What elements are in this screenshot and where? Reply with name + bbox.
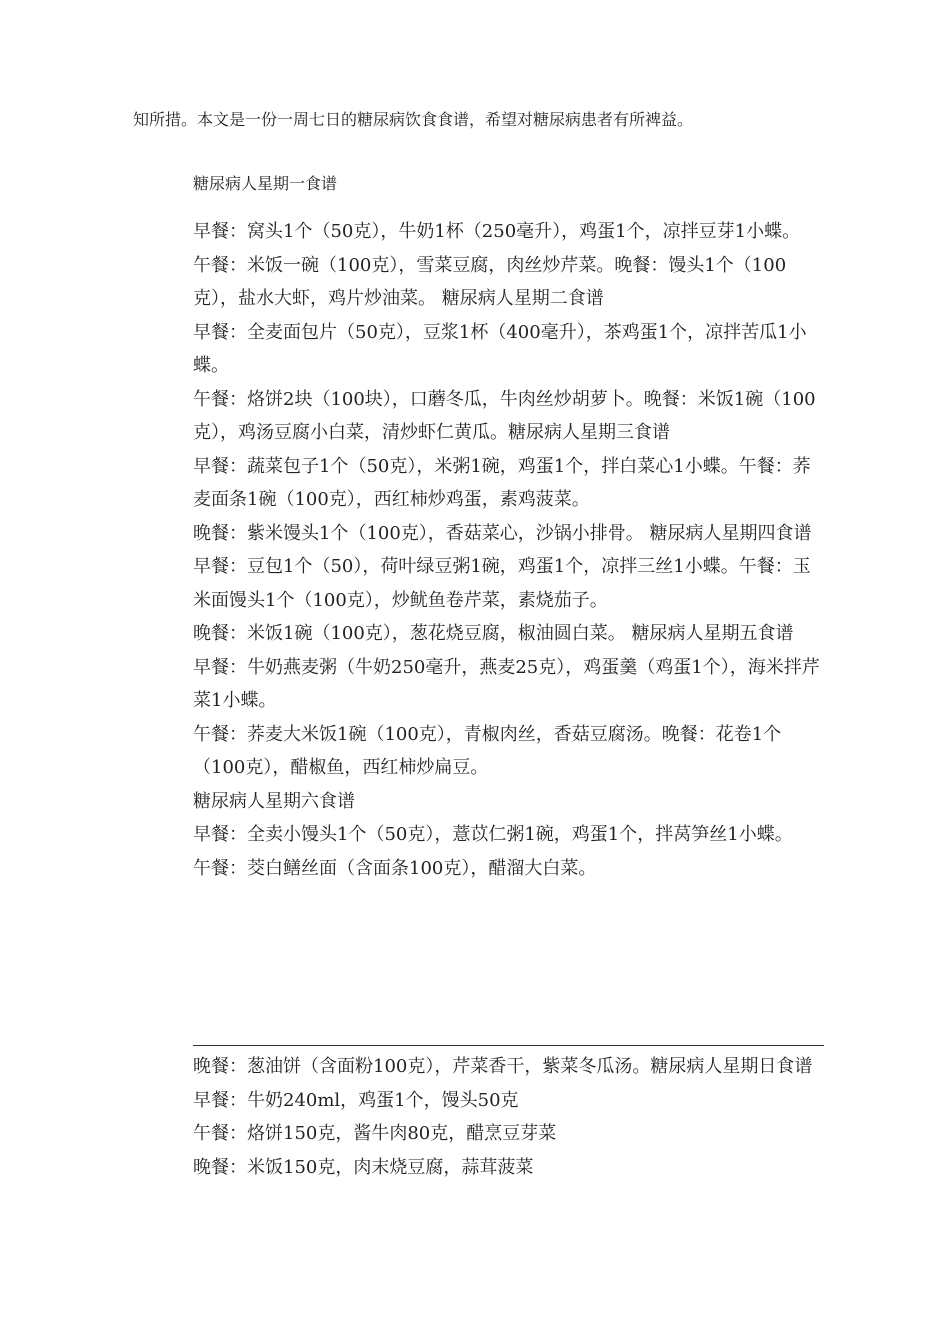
menu-content-continued (193, 1050, 823, 1184)
menu-content (193, 215, 823, 885)
menu-paragraph: 早餐：牛奶燕麦粥（牛奶250毫升，燕麦25克），鸡蛋羹（鸡蛋1个），海米拌芹菜1小蝶。 (193, 656, 820, 711)
menu-paragraph: 午餐：米饭一碗（100克），雪菜豆腐，肉丝炒芹菜。晚餐：馒头1个（100克），盐水大虾，鸡片炒油菜。 糖尿病人星期二食谱 (193, 254, 787, 309)
menu-paragraph: 晚餐：葱油饼（含面粉100克），芹菜香干，紫菜冬瓜汤。糖尿病人星期日食谱 (193, 1056, 813, 1077)
menu-paragraph: 午餐：烙饼2块（100块），口蘑冬瓜，牛肉丝炒胡萝卜。晚餐：米饭1碗（100克），鸡汤豆腐小白菜，清炒虾仁黄瓜。糖尿病人星期三食谱 (193, 388, 816, 443)
day6-heading: 糖尿病人星期六食谱 (193, 790, 355, 812)
day1-heading: 糖尿病人星期一食谱 (193, 174, 338, 193)
menu-paragraph: 早餐：全麦面包片（50克），豆浆1杯（400毫升），茶鸡蛋1个，凉拌苦瓜1小蝶。 (193, 321, 807, 376)
menu-paragraph: 午餐：荞麦大米饭1碗（100克），青椒肉丝，香菇豆腐汤。晚餐：花卷1个（100克），醋椒鱼，西红柿炒扁豆。 (193, 723, 782, 778)
menu-paragraph: 早餐：窝头1个（50克），牛奶1杯（250毫升），鸡蛋1个，凉拌豆芽1小蝶。 (193, 221, 801, 242)
horizontal-rule (193, 1045, 824, 1046)
menu-paragraph: 早餐：豆包1个（50），荷叶绿豆粥1碗，鸡蛋1个，凉拌三丝1小蝶。午餐：玉米面馒头1个（100克），炒鱿鱼卷芹菜，素烧茄子。 (193, 556, 811, 611)
menu-paragraph: 早餐：全卖小馒头1个（50克），薏苡仁粥1碗，鸡蛋1个，拌莴笋丝1小蝶。 (193, 824, 793, 845)
menu-paragraph: 晚餐：紫米馒头1个（100克），香菇菜心，沙锅小排骨。 糖尿病人星期四食谱 (193, 522, 812, 544)
menu-paragraph: 早餐：蔬菜包子1个（50克），米粥1碗，鸡蛋1个，拌白菜心1小蝶。午餐：荞麦面条1碗（100克），西红柿炒鸡蛋，素鸡菠菜。 (193, 455, 811, 510)
menu-paragraph: 晚餐：米饭1碗（100克），葱花烧豆腐，椒油圆白菜。 糖尿病人星期五食谱 (193, 623, 794, 644)
menu-paragraph: 午餐：茭白鳝丝面（含面条100克），醋溜大白菜。 (193, 857, 597, 879)
menu-paragraph: 早餐：牛奶240ml，鸡蛋1个，馒头50克 (193, 1089, 519, 1111)
menu-paragraph: 午餐：烙饼150克，酱牛肉80克，醋烹豆芽菜 (193, 1123, 557, 1144)
menu-paragraph: 晚餐：米饭150克，肉末烧豆腐，蒜茸菠菜 (193, 1156, 534, 1178)
intro-text: 知所措。本文是一份一周七日的糖尿病饮食食谱，希望对糖尿病患者有所裨益。 (133, 110, 694, 129)
